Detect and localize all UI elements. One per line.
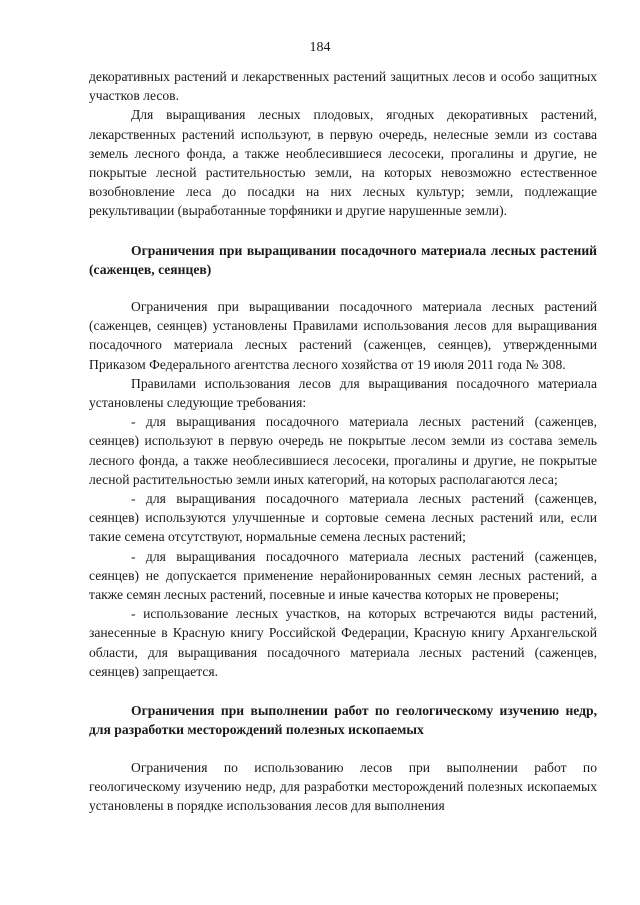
paragraph-requirements-intro: Правилами использования лесов для выращивания посадочного материала установлены следующие требования:: [89, 375, 597, 411]
list-item-requirement-2: - для выращивания посадочного материала лесных растений (саженцев, сеянцев) используются улучшенные и сортовые семена лесных растений или, если такие семена отсутствуют, нормальные семена лесных растений;: [89, 491, 597, 545]
section-heading-planting-material: Ограничения при выращивании посадочного материала лесных растений (саженцев, сеянцев): [89, 242, 597, 277]
paragraph-geological-restrictions: Ограничения по использованию лесов при выполнении работ по геологическому изучению недр, для разработки месторождений полезных ископаемых установлены в порядке использования лесов для выполнения: [89, 759, 597, 813]
page-number: 184: [309, 40, 331, 55]
paragraph-rules-reference: Ограничения при выращивании посадочного материала лесных растений (саженцев, сеянцев) установлены Правилами использования лесов для выращивания посадочного материала лесных растений (саженцев, сеянцев), утвержденными Приказом Федерального агентства лесного хозяйства от 19 июля 2011 года № 308.: [89, 299, 597, 372]
list-item-requirement-1: - для выращивания посадочного материала лесных растений (саженцев, сеянцев) используют в первую очередь не покрытые лесом земли из состава земель лесного фонда, а также необлесившиеся лесосеки, прогалины и другие, не покрытые лесной растительностью земли иных категорий, на которых располагаются леса;: [89, 414, 597, 487]
paragraph-lands-for-cultivation: Для выращивания лесных плодовых, ягодных декоративных растений, лекарственных растений используют, в первую очередь, нелесные земли из состава земель лесного фонда, а также необлесившиеся лесосеки, прогалины и другие, не покрытые лесной растительностью земли, на которых невозможно естественное возобновление леса до посадки на них лесных культур; земли, подлежащие рекультивации (выработанные торфяники и другие нарушенные земли).: [89, 107, 597, 219]
section-heading-geological-survey: Ограничения при выполнении работ по геологическому изучению недр, для разработки месторождений полезных ископаемых: [89, 703, 597, 738]
list-item-requirement-4: - использование лесных участков, на которых встречаются виды растений, занесенные в Красную книгу Российской Федерации, Красную книгу Архангельской области, для выращивания посадочного материала лесных растений (саженцев, сеянцев) запрещается.: [89, 606, 597, 679]
list-item-requirement-3: - для выращивания посадочного материала лесных растений (саженцев, сеянцев) не допускается применение нерайонированных семян лесных растений, а также семян лесных растений, посевные и иные качества которых не проверены;: [89, 548, 597, 603]
paragraph-continuation: декоративных растений и лекарственных растений защитных лесов и особо защитных участков лесов.: [89, 69, 597, 104]
page-content: [89, 67, 597, 815]
